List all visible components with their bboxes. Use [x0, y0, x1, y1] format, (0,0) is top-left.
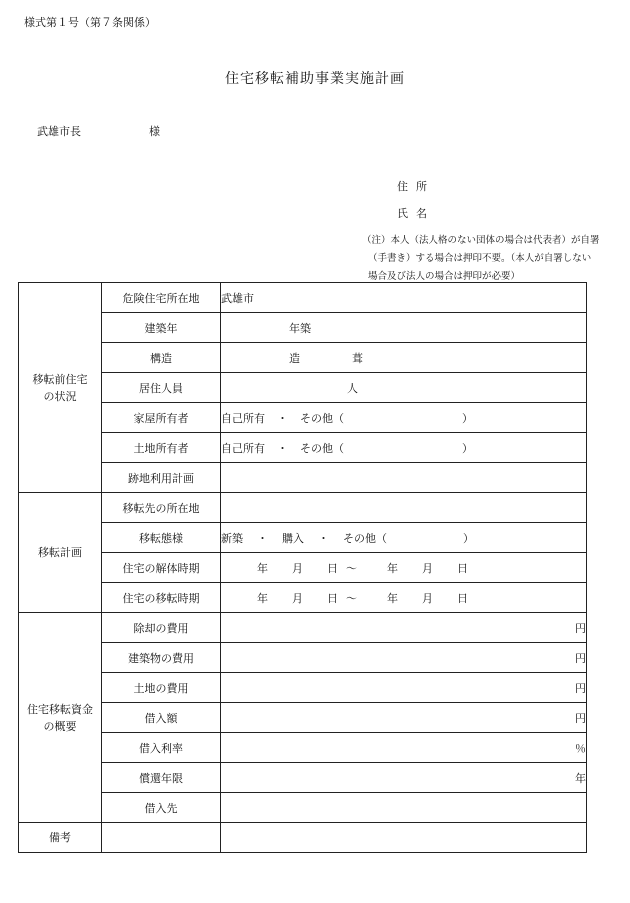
option-purchase[interactable]: 購入 [282, 531, 304, 545]
row-label-loan-rate: 借入利率 [102, 733, 221, 763]
row-label-dangerous-location: 危険住宅所在地 [102, 283, 221, 313]
relocation-period-field[interactable] [221, 583, 587, 613]
table-row [19, 643, 587, 673]
day-unit: 日 [327, 591, 338, 605]
table-row [19, 583, 587, 613]
row-label-house-owner: 家屋所有者 [102, 403, 221, 433]
row-label-residents: 居住人員 [102, 373, 221, 403]
plan-form-table [18, 282, 587, 853]
row-label-relocation-period: 住宅の移転時期 [102, 583, 221, 613]
seal-note-line-3: 場合及び法人の場合は押印が必要） [368, 271, 521, 282]
range-tilde: ～ [346, 561, 357, 575]
option-other[interactable]: その他（ [343, 531, 387, 545]
row-label-demolition-period: 住宅の解体時期 [102, 553, 221, 583]
option-new-build[interactable]: 新築 [221, 531, 243, 545]
row-label-building-cost: 建築物の費用 [102, 643, 221, 673]
destination-field[interactable] [221, 493, 587, 523]
section-label: 移転計画 [38, 546, 82, 559]
separator-dot: ・ [277, 411, 288, 425]
section-remarks: 備考 [19, 823, 102, 853]
addressee: 武雄市長 [37, 125, 81, 138]
month-unit: 月 [292, 561, 303, 575]
building-cost-field[interactable]: 円 [221, 643, 587, 673]
table-row [19, 433, 587, 463]
row-label-repayment-years: 償還年限 [102, 763, 221, 793]
table-row [19, 463, 587, 493]
structure-field[interactable] [221, 343, 587, 373]
row-label-land-owner: 土地所有者 [102, 433, 221, 463]
day-unit: 日 [457, 591, 468, 605]
month-unit: 月 [422, 561, 433, 575]
table-row [19, 373, 587, 403]
year-built-field[interactable] [221, 313, 587, 343]
option-other[interactable]: その他（ [300, 441, 344, 455]
residents-field[interactable] [221, 373, 587, 403]
table-row [19, 403, 587, 433]
row-label-site-use: 跡地利用計画 [102, 463, 221, 493]
table-row [19, 763, 587, 793]
table-row [19, 523, 587, 553]
separator-dot: ・ [318, 531, 329, 545]
table-row [19, 283, 587, 313]
applicant-name-label: 氏名 [397, 207, 435, 220]
residents-unit: 人 [347, 381, 358, 395]
row-label-removal-cost: 除却の費用 [102, 613, 221, 643]
land-owner-field[interactable] [221, 433, 587, 463]
roof-unit: 葺 [352, 351, 363, 365]
close-paren: ） [462, 441, 473, 455]
close-paren: ） [462, 411, 473, 425]
range-tilde: ～ [346, 591, 357, 605]
section-before-relocation [19, 283, 102, 493]
table-row [19, 613, 587, 643]
demolition-period-field[interactable] [221, 553, 587, 583]
table-row [19, 733, 587, 763]
option-other[interactable]: その他（ [300, 411, 344, 425]
table-row [19, 313, 587, 343]
day-unit: 日 [457, 561, 468, 575]
row-label-year-built: 建築年 [102, 313, 221, 343]
close-paren: ） [463, 531, 474, 545]
month-unit: 月 [292, 591, 303, 605]
year-unit: 年 [387, 561, 398, 575]
section-label: 住宅移転資金の概要 [27, 702, 93, 733]
seal-note-line-1: （注）本人（法人格のない団体の場合は代表者）が自署 [362, 235, 600, 246]
option-self-owned[interactable]: 自己所有 [221, 441, 265, 455]
document-title: 住宅移転補助事業実施計画 [225, 71, 405, 87]
section-relocation-plan [19, 493, 102, 613]
structure-unit: 造 [289, 351, 300, 365]
row-label-loan-amount: 借入額 [102, 703, 221, 733]
table-row [19, 793, 587, 823]
applicant-address-label: 住所 [397, 180, 435, 193]
row-label-lender: 借入先 [102, 793, 221, 823]
section-funds-overview [19, 613, 102, 823]
house-owner-field[interactable] [221, 403, 587, 433]
dangerous-location-value[interactable]: 武雄市 [221, 283, 587, 313]
section-label: 移転前住宅の状況 [32, 372, 88, 403]
year-unit: 年 [387, 591, 398, 605]
month-unit: 月 [422, 591, 433, 605]
site-use-field[interactable] [221, 463, 587, 493]
relocation-mode-field[interactable] [221, 523, 587, 553]
option-self-owned[interactable]: 自己所有 [221, 411, 265, 425]
table-row [19, 703, 587, 733]
table-row [19, 823, 587, 853]
form-number: 様式第１号（第７条関係） [24, 16, 156, 29]
row-label-relocation-mode: 移転態様 [102, 523, 221, 553]
row-label-structure: 構造 [102, 343, 221, 373]
table-row [19, 673, 587, 703]
seal-note-line-2: （手書き）する場合は押印不要。（本人が自署しない [368, 253, 592, 264]
table-row [19, 553, 587, 583]
loan-rate-field[interactable]: ％ [221, 733, 587, 763]
year-unit: 年 [257, 561, 268, 575]
year-unit: 年 [257, 591, 268, 605]
table-row [19, 343, 587, 373]
lender-field[interactable] [221, 793, 587, 823]
removal-cost-field[interactable]: 円 [221, 613, 587, 643]
remarks-label-cell [102, 823, 221, 853]
separator-dot: ・ [257, 531, 268, 545]
year-built-unit: 年築 [289, 321, 311, 335]
row-label-destination: 移転先の所在地 [102, 493, 221, 523]
table-row [19, 493, 587, 523]
row-label-land-cost: 土地の費用 [102, 673, 221, 703]
honorific: 様 [149, 125, 160, 138]
land-cost-field[interactable]: 円 [221, 673, 587, 703]
day-unit: 日 [327, 561, 338, 575]
remarks-field[interactable] [221, 823, 587, 853]
loan-amount-field[interactable]: 円 [221, 703, 587, 733]
separator-dot: ・ [277, 441, 288, 455]
repayment-years-field[interactable]: 年 [221, 763, 587, 793]
